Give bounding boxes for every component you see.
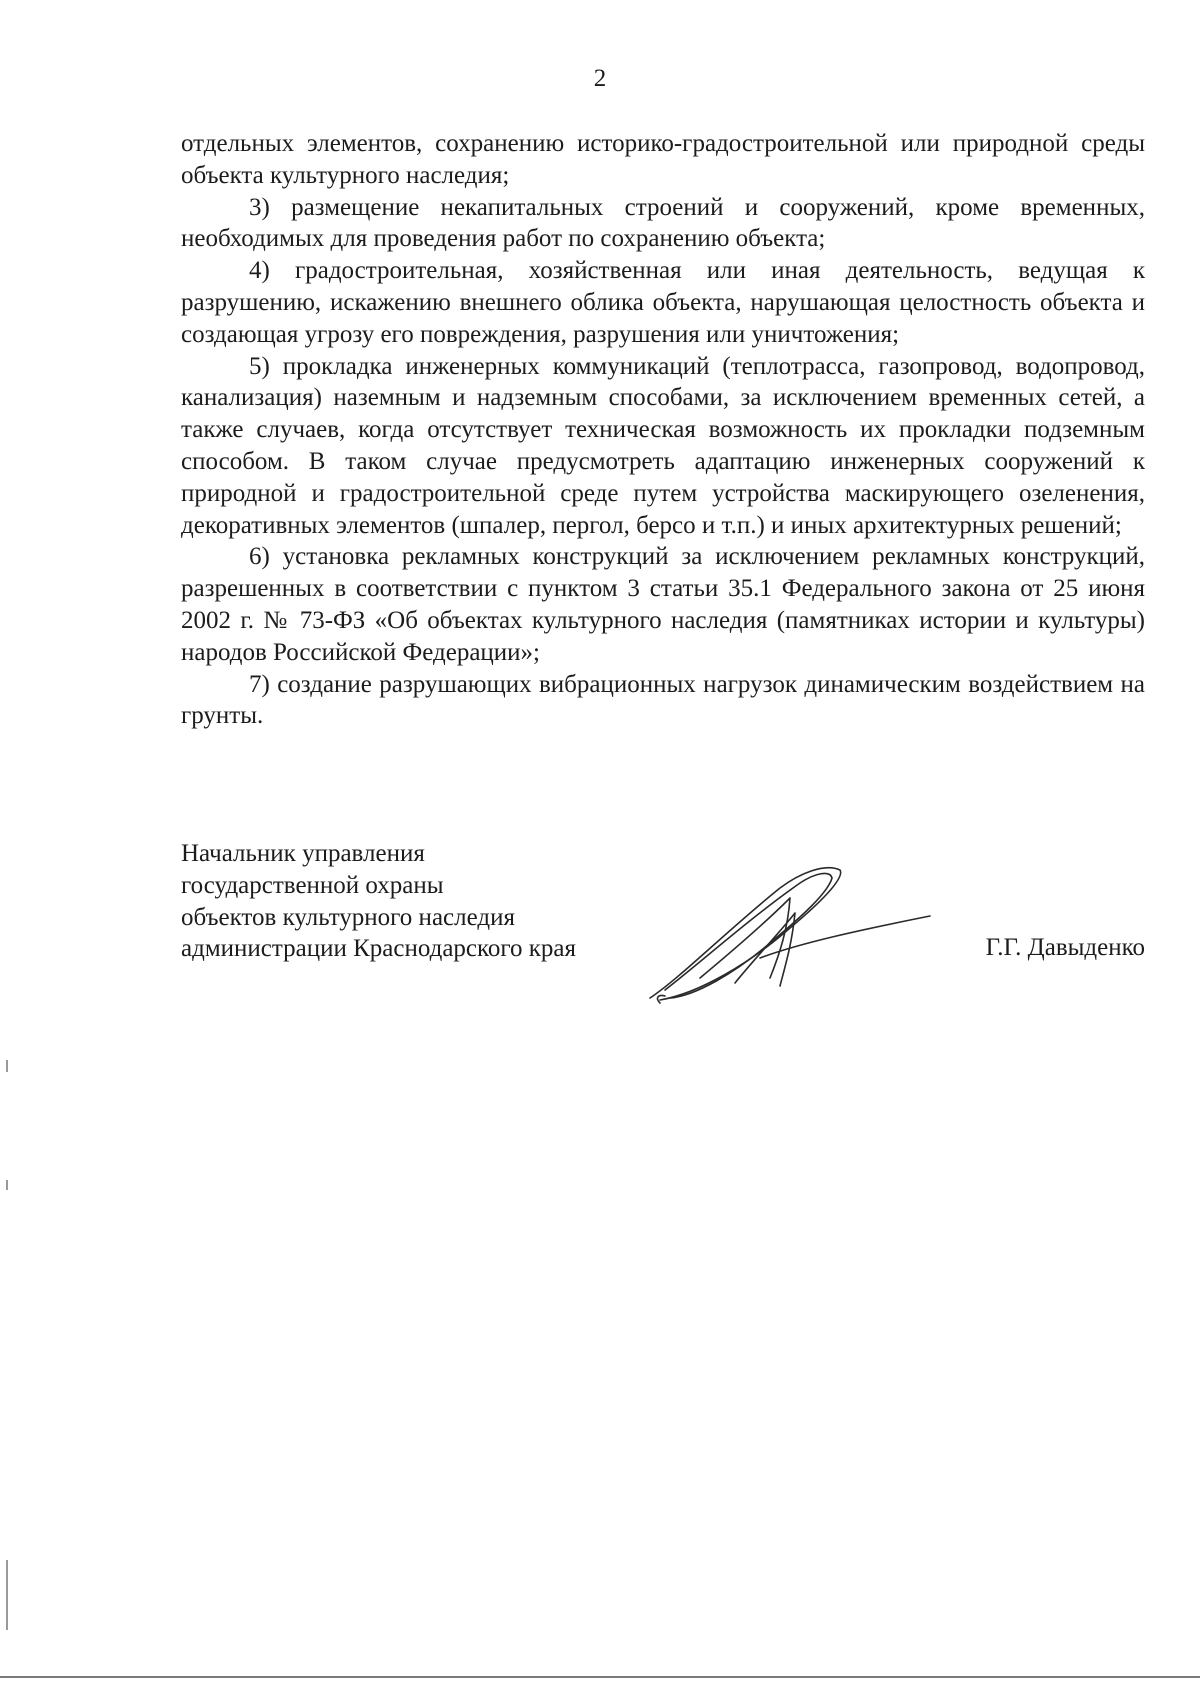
scan-bottom-edge [0, 1676, 1200, 1678]
signer-name: Г.Г. Давыденко [985, 934, 1145, 961]
list-item-4: 4) градостроительная, хозяйственная или иная деятельность, ведущая к разрушению, искажению внешнего облика объекта, нарушающая целостность объекта и создающая угрозу его повреждения, разрушения или уничтожения; [181, 257, 1145, 348]
position-line: объектов культурного наследия [181, 903, 515, 931]
page-number: 2 [593, 65, 607, 92]
list-item-5: 5) прокладка инженерных коммуникаций (теплотрасса, газопровод, водопровод, канализация) наземным и надземным способами, за исключением временных сетей, а также случаев, когда отсутствует техническая возможность их прокладки подземным способом. В таком случае предусмотреть адаптацию инженерных сооружений к природной и градостроительной среде путем устройства маскирующего озеленения, декоративных элементов (шпалер, пергол, берсо и т.п.) и иных архитектурных решений; [181, 352, 1145, 539]
document-body [181, 128, 1145, 732]
position-line: государственной охраны [181, 871, 444, 899]
list-item-6: 6) установка рекламных конструкций за исключением рекламных конструкций, разрешенных в соответствии с пунктом 3 статьи 35.1 Федерального закона от 25 июня 2002 г. № 73-ФЗ «Об объектах культурного наследия (памятниках истории и культуры) народов Российской Федерации»; [181, 543, 1145, 666]
scan-margin-mark [6, 1560, 8, 1630]
paragraph-continuation: отдельных элементов, сохранению историко-градостроительной или природной среды объекта культурного наследия; [181, 130, 1145, 189]
list-item-3: 3) размещение некапитальных строений и сооружений, кроме временных, необходимых для проведения работ по сохранению объекта; [181, 193, 1145, 253]
position-line: Начальник управления [181, 840, 425, 867]
list-item-7: 7) создание разрушающих вибрационных нагрузок динамическим воздействием на грунты. [181, 670, 1145, 730]
scan-margin-mark [6, 1180, 8, 1190]
scan-margin-mark [6, 1060, 8, 1072]
handwritten-signature [640, 858, 940, 1008]
position-line: администрации Краснодарского края [181, 935, 577, 963]
